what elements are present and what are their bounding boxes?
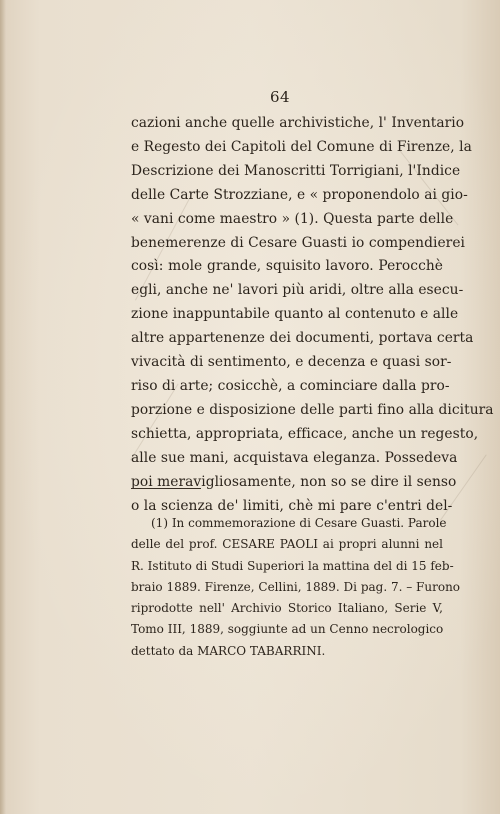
footnote-line: (1) In commemorazione di Cesare Guasti. Parole	[151, 516, 447, 530]
body-line: delle Carte Strozziane, e « proponendolo ai gio-	[131, 186, 468, 203]
footnote-line: R. Istituto di Studi Superiori la mattina del di 15 feb-	[131, 558, 454, 573]
body-line: schietta, appropriata, efficace, anche un regesto,	[131, 425, 479, 442]
body-line: benemerenze di Cesare Guasti io compendierei	[131, 234, 466, 251]
body-line: altre appartenenze dei documenti, portava certa	[131, 330, 474, 347]
body-line: egli, anche ne' lavori più aridi, oltre alla esecu-	[131, 282, 464, 299]
body-line: zione inappuntabile quanto al contenuto e alle	[131, 306, 459, 323]
footnote-divider	[131, 488, 201, 489]
body-line: vivacità di sentimento, e decenza e quasi sor-	[131, 354, 452, 371]
footnote-line: braio 1889. Firenze, Cellini, 1889. Di pag. 7. – Furono	[131, 579, 461, 594]
footnote-line: delle del prof. CESARE PAOLI ai propri alunni nel	[131, 537, 443, 552]
footnote-line: dettato da MARCO TABARRINI.	[131, 643, 326, 658]
body-line: porzione e disposizione delle parti fino alla dicitura	[131, 401, 494, 418]
page-number: 64	[269, 88, 291, 106]
footnote-line: Tomo III, 1889, soggiunte ad un Cenno necrologico	[131, 622, 444, 637]
page-edge-shadow	[0, 0, 6, 814]
body-line: alle sue mani, acquistava eleganza. Possedeva	[131, 449, 458, 466]
footnote-line: riprodotte nell' Archivio Storico Italiano, Serie V,	[131, 601, 443, 616]
body-line: « vani come maestro » (1). Questa parte delle	[131, 210, 454, 227]
body-line: o la scienza de' limiti, chè mi pare c'entri del-	[131, 497, 453, 514]
body-line: riso di arte; cosicchè, a cominciare dalla pro-	[131, 377, 450, 394]
body-text	[131, 112, 494, 518]
body-line: poi meravigliosamente, non so se dire il senso	[131, 473, 457, 490]
body-line: cazioni anche quelle archivistiche, l' Inventario	[131, 115, 465, 131]
body-line: così: mole grande, squisito lavoro. Perocchè	[131, 258, 443, 275]
footnote	[131, 513, 461, 662]
body-line: e Regesto dei Capitoli del Comune di Firenze, la	[131, 138, 472, 155]
body-line: Descrizione dei Manoscritti Torrigiani, l'Indice	[131, 162, 461, 179]
